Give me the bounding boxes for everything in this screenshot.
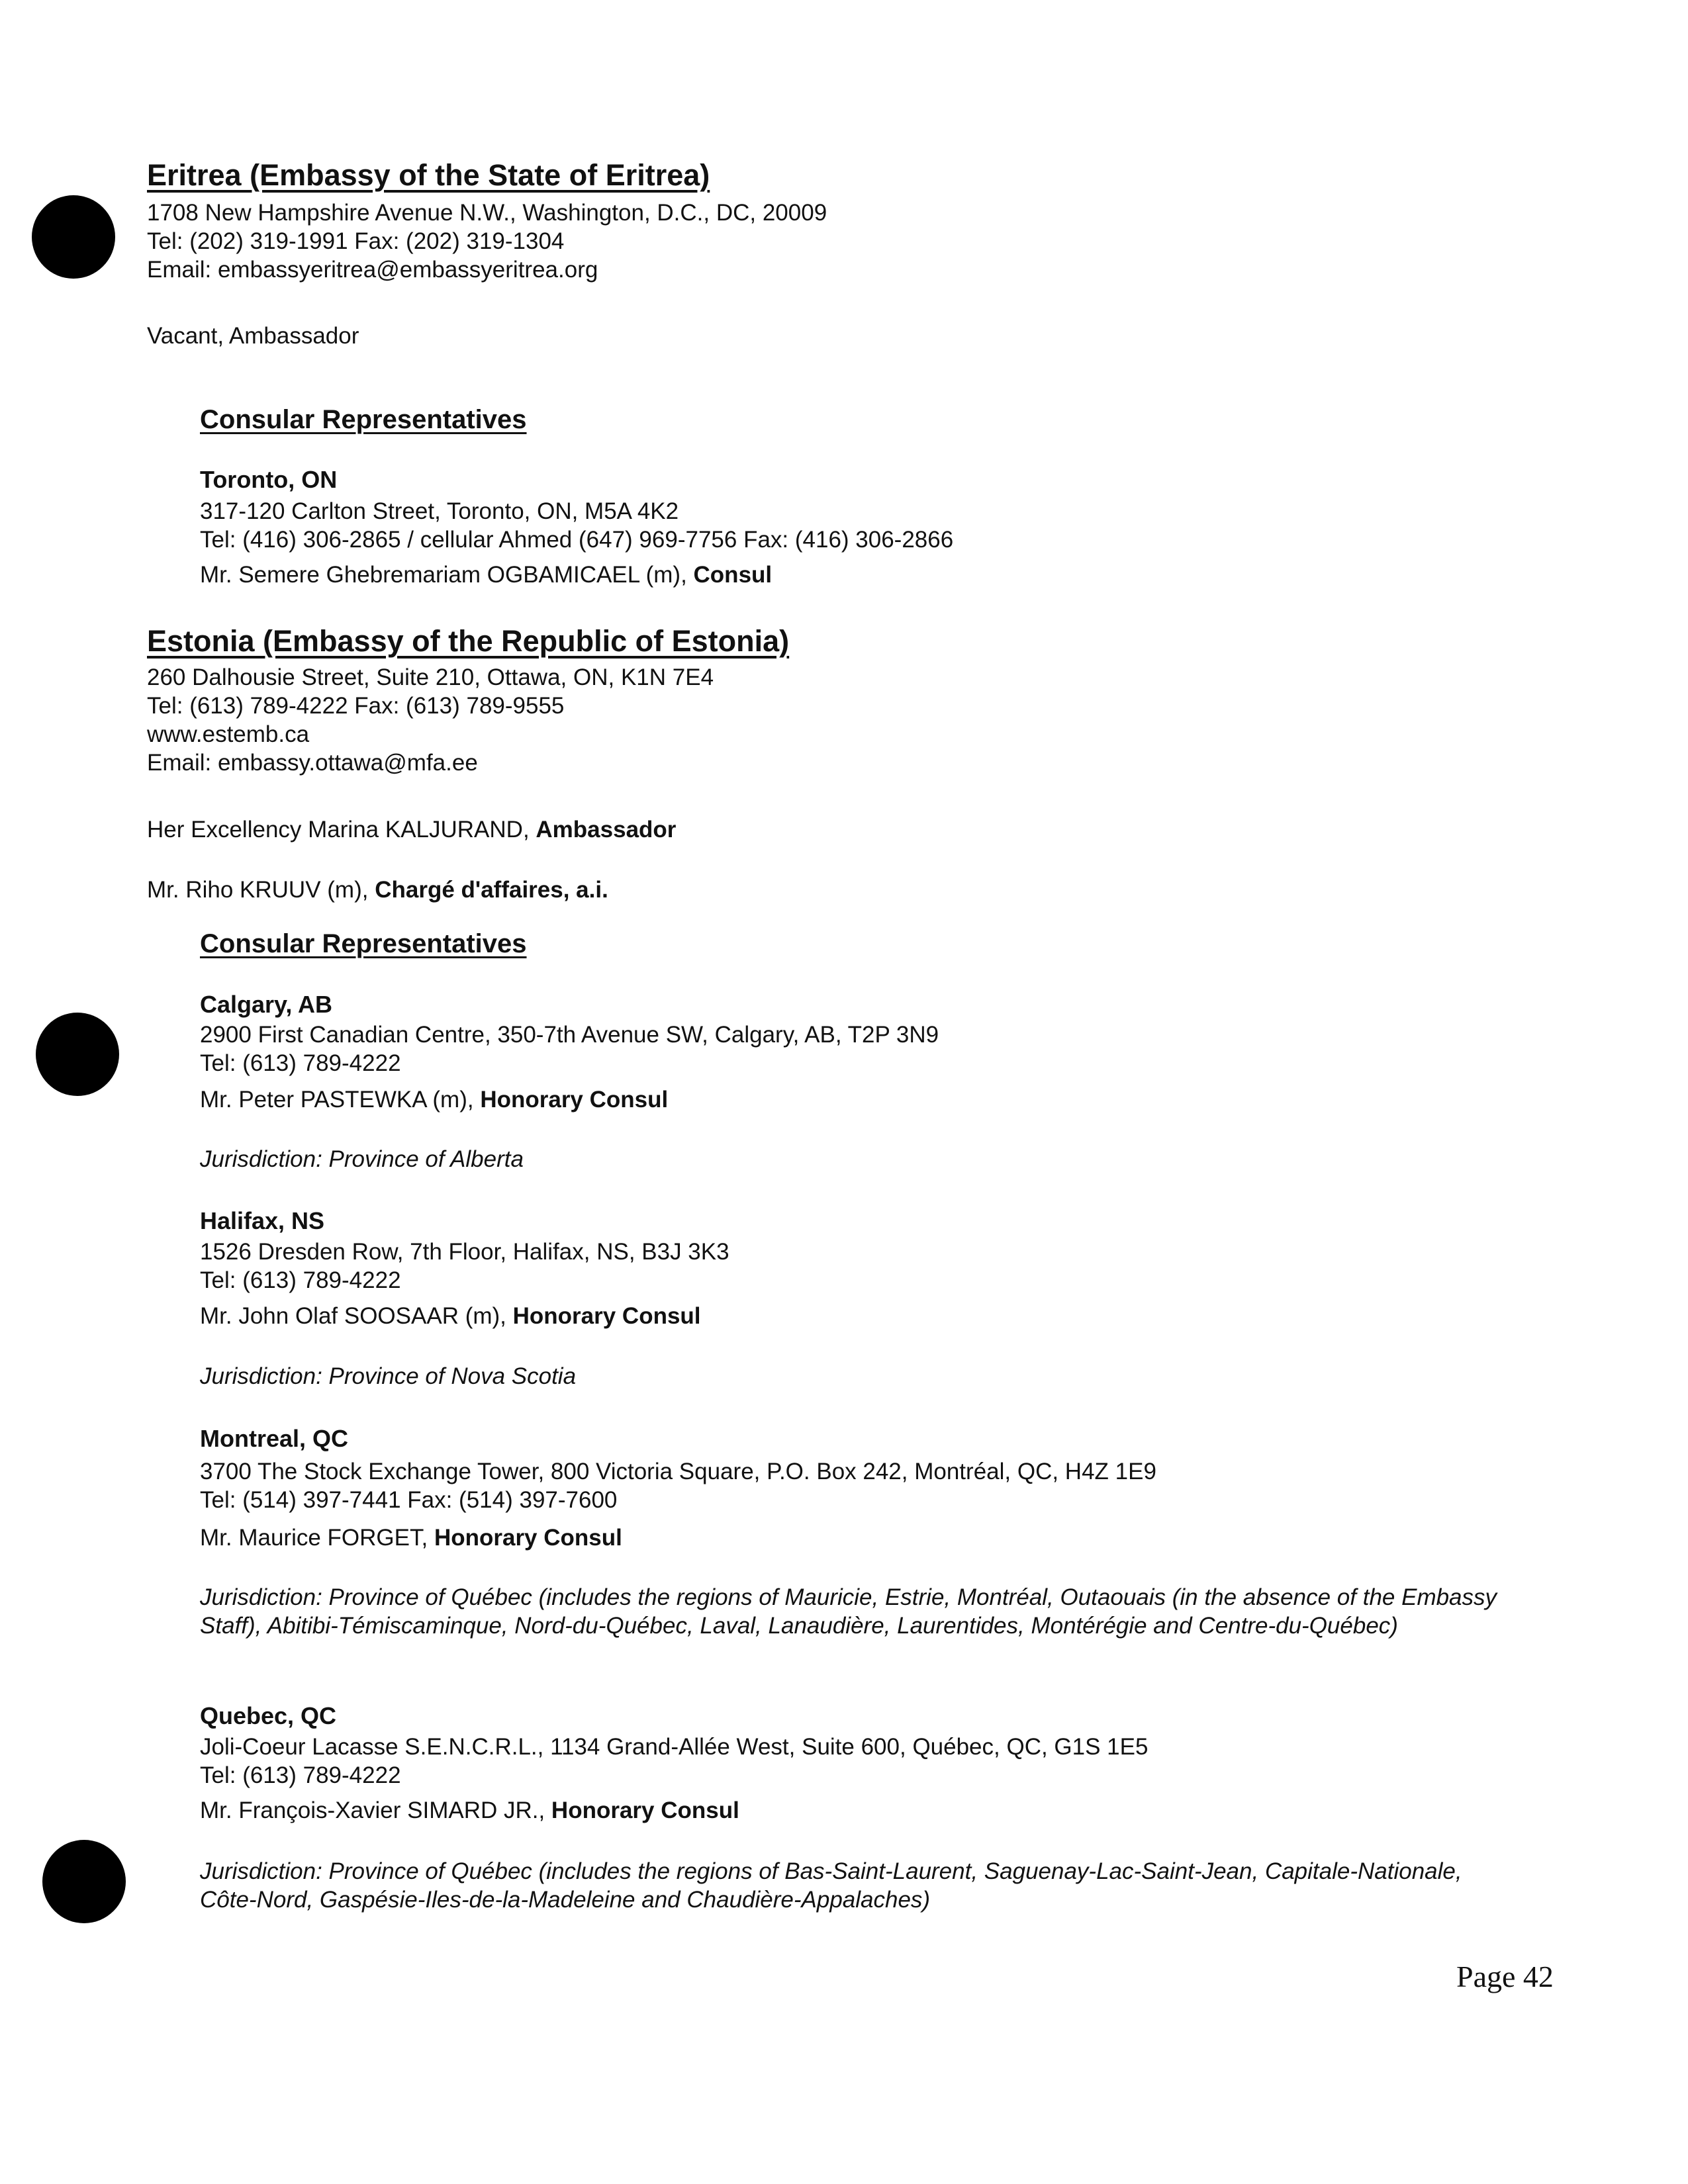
page-number: Page 42: [1456, 1960, 1554, 1993]
consulate-phone: Tel: (514) 397-7441 Fax: (514) 397-7600: [200, 1487, 618, 1513]
consulate-address: 2900 First Canadian Centre, 350-7th Avenue SW, Calgary, AB, T2P 3N9: [200, 1022, 939, 1048]
consulate-address: 1526 Dresden Row, 7th Floor, Halifax, NS, B3J 3K3: [200, 1239, 729, 1265]
embassy-phone: Tel: (202) 319-1991 Fax: (202) 319-1304: [147, 228, 565, 254]
consulate-city: Calgary, AB: [200, 991, 333, 1018]
embassy-email: Email: embassyeritrea@embassyeritrea.org: [147, 257, 598, 283]
charge-title: Chargé d'affaires, a.i.: [375, 877, 608, 903]
consulate-jurisdiction: Jurisdiction: Province of Alberta: [200, 1146, 524, 1172]
punch-hole-bottom: [42, 1840, 126, 1923]
consul-line: [200, 1796, 739, 1825]
consulate-city: Toronto, ON: [200, 466, 338, 493]
estonia-contact-block: [147, 663, 714, 777]
consular-heading-eritrea: Consular Representatives: [200, 405, 527, 434]
consulate-address: Joli-Coeur Lacasse S.E.N.C.R.L., 1134 Grand-Allée West, Suite 600, Québec, QC, G1S 1E5: [200, 1734, 1149, 1760]
eritrea-contact-block: [147, 199, 827, 284]
consulate-city: Halifax, NS: [200, 1207, 325, 1234]
consular-heading-estonia: Consular Representatives: [200, 929, 527, 958]
consulate-contact-block: [200, 497, 953, 554]
punch-hole-middle: [36, 1013, 119, 1096]
embassy-website: www.estemb.ca: [147, 721, 310, 747]
ambassador-name: Her Excellency Marina KALJURAND,: [147, 817, 536, 842]
consulate-address: 317-120 Carlton Street, Toronto, ON, M5A 4K2: [200, 498, 679, 524]
consul-title: Honorary Consul: [512, 1303, 701, 1329]
consulate-jurisdiction: Jurisdiction: Province of Nova Scotia: [200, 1363, 577, 1389]
consul-line: [200, 1302, 701, 1330]
consul-title: Consul: [693, 562, 773, 588]
ambassador-line: [147, 815, 676, 844]
consul-line: [200, 561, 772, 589]
consul-line: [200, 1524, 622, 1552]
embassy-address: 1708 New Hampshire Avenue N.W., Washington, D.C., DC, 20009: [147, 200, 827, 226]
consul-name: Mr. Semere Ghebremariam OGBAMICAEL (m),: [200, 562, 694, 588]
embassy-address: 260 Dalhousie Street, Suite 210, Ottawa, ON, K1N 7E4: [147, 664, 714, 690]
charge-line: [147, 876, 608, 904]
consul-title: Honorary Consul: [434, 1525, 622, 1551]
embassy-phone: Tel: (613) 789-4222 Fax: (613) 789-9555: [147, 693, 565, 719]
consulate-jurisdiction: Jurisdiction: Province of Québec (includes the regions of Bas-Saint-Laurent, Saguenay-Lac-Saint-Jean, Capitale-Nationale, Côte-Nord, Gaspésie-Iles-de-la-Madeleine and Chaudière-Appalaches): [200, 1858, 1462, 1913]
consulate-contact-block: [200, 1733, 1148, 1790]
consulate-phone: Tel: (416) 306-2865 / cellular Ahmed (647) 969-7756 Fax: (416) 306-2866: [200, 527, 954, 553]
consulate-phone: Tel: (613) 789-4222: [200, 1762, 401, 1788]
consulate-phone: Tel: (613) 789-4222: [200, 1050, 401, 1076]
consulate-city: Montreal, QC: [200, 1425, 349, 1452]
consul-line: [200, 1085, 668, 1114]
charge-name: Mr. Riho KRUUV (m),: [147, 877, 375, 903]
consul-name: Mr. François-Xavier SIMARD JR.,: [200, 1797, 551, 1823]
embassy-heading-eritrea: Eritrea (Embassy of the State of Eritrea): [147, 158, 710, 192]
consulate-jurisdiction: Jurisdiction: Province of Québec (includes the regions of Mauricie, Estrie, Montréal, Outaouais (in the absence of the Embassy Staff), Abitibi-Témiscaminque, Nord-du-Québec, Laval, Lanaudière, Laurentides, Montérégie and Centre-du-Québec): [200, 1584, 1497, 1639]
punch-hole-top: [32, 195, 115, 279]
consul-title: Honorary Consul: [551, 1797, 739, 1823]
ambassador-title: Ambassador: [536, 817, 677, 842]
embassy-heading-estonia: Estonia (Embassy of the Republic of Estonia): [147, 624, 790, 658]
consul-title: Honorary Consul: [480, 1087, 669, 1113]
consul-name: Mr. John Olaf SOOSAAR (m),: [200, 1303, 513, 1329]
consulate-city: Quebec, QC: [200, 1702, 337, 1729]
ambassador-line: Vacant, Ambassador: [147, 323, 359, 349]
consul-name: Mr. Peter PASTEWKA (m),: [200, 1087, 481, 1113]
embassy-email: Email: embassy.ottawa@mfa.ee: [147, 750, 478, 776]
consulate-contact-block: [200, 1457, 1156, 1514]
consulate-phone: Tel: (613) 789-4222: [200, 1267, 401, 1293]
consul-name: Mr. Maurice FORGET,: [200, 1525, 434, 1551]
consulate-contact-block: [200, 1238, 729, 1295]
consulate-contact-block: [200, 1021, 939, 1077]
consulate-address: 3700 The Stock Exchange Tower, 800 Victoria Square, P.O. Box 242, Montréal, QC, H4Z 1E9: [200, 1459, 1156, 1484]
